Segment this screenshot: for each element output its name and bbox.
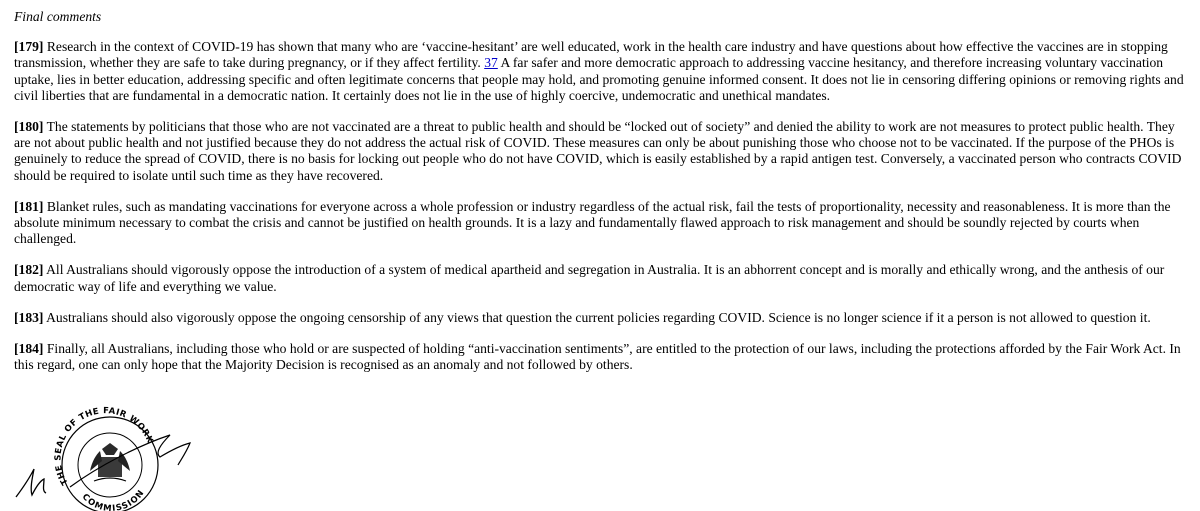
signature-stroke-over-seal [70, 435, 190, 487]
paragraph-text: All Australians should vigorously oppose the introduction of a system of medical apartheid and segregation in Australia. It is an abhorrent concept and is morally and ethically wrong, and the anthesis of our democratic way of life and everything we value. [14, 262, 1165, 294]
paragraph-text: Australians should also vigorously oppose the ongoing censorship of any views that question the current policies regarding COVID. Science is no longer science if it a person is not allowed to question it. [43, 309, 1151, 325]
paragraph-number: [180] [14, 119, 44, 135]
paragraph-184 [14, 341, 1190, 373]
paragraph-text: Research in the context of COVID-19 has shown that many who are ‘vaccine-hesitant’ are well educated, work in the health care industry and have questions about how effective the vaccines are in stopping transmission, whether they are safe to take during pregnancy, or if they affect fertility. [14, 39, 1168, 71]
paragraph-number: [179] [14, 39, 44, 55]
signature-stroke-left [16, 469, 46, 497]
paragraph-number: [183] [14, 309, 44, 325]
paragraph-183 [14, 310, 1190, 326]
paragraph-181 [14, 199, 1190, 248]
section-heading: Final comments [14, 9, 102, 24]
paragraph-number: [181] [14, 198, 44, 214]
paragraph-number: [182] [14, 262, 44, 278]
paragraph-179 [14, 39, 1190, 104]
document-body [14, 9, 1190, 388]
footnote-link-37[interactable]: 37 [484, 55, 498, 71]
paragraph-number: [184] [14, 341, 44, 357]
paragraph-text: Finally, all Australians, including those who hold or are suspected of holding “anti-vaccination sentiments”, are entitled to the protection of our laws, including the protections afforded by the Fair Work Act. In this regard, one can only hope that the Majority Decision is recognised as an anomaly and not followed by others. [14, 341, 1181, 373]
paragraph-180 [14, 119, 1190, 184]
fair-work-commission-seal-image [10, 405, 210, 511]
paragraph-text: Blanket rules, such as mandating vaccinations for everyone across a whole profession or industry regardless of the actual risk, fail the tests of proportionality, necessity and reasonableness. It is more than the absolute minimum necessary to combat the crisis and cannot be justified on health grounds. It is a lazy and fundamentally flawed approach to risk management and should be soundly rejected by courts when challenged. [14, 198, 1171, 247]
seal-text-top: THE SEAL OF THE FAIR WORK [53, 406, 155, 487]
paragraph-text-continued: A far safer and more democratic approach to addressing vaccine hesitancy, and therefore increasing voluntary vaccination uptake, lies in better education, addressing specific and often legitimate concerns that people may hold, and promoting genuine informed consent. It does not lie in censoring differing opinions or removing rights and civil liberties that are fundamental in a democratic nation. It certainly does not lie in the use of highly coercive, undemocratic and unethical mandates. [14, 55, 1184, 103]
seal-text-bottom: COMMISSION [79, 487, 147, 511]
paragraph-text: The statements by politicians that those who are not vaccinated are a threat to public health and should be “locked out of society” and denied the ability to work are not measures to protect public health. They are not about public health and not justified because they do not address the actual risk of COVID. These measures can only be about punishing those who choose not to be vaccinated. If the purpose of the PHOs is genuinely to reduce the spread of COVID, there is no basis for locking out people who do not have COVID, which is easily established by a rapid antigen test. Conversely, a vaccinated person who contracts COVID should be required to isolate until such time as they have recovered. [14, 119, 1182, 183]
paragraph-182 [14, 262, 1190, 294]
seal-and-signature [10, 405, 210, 511]
